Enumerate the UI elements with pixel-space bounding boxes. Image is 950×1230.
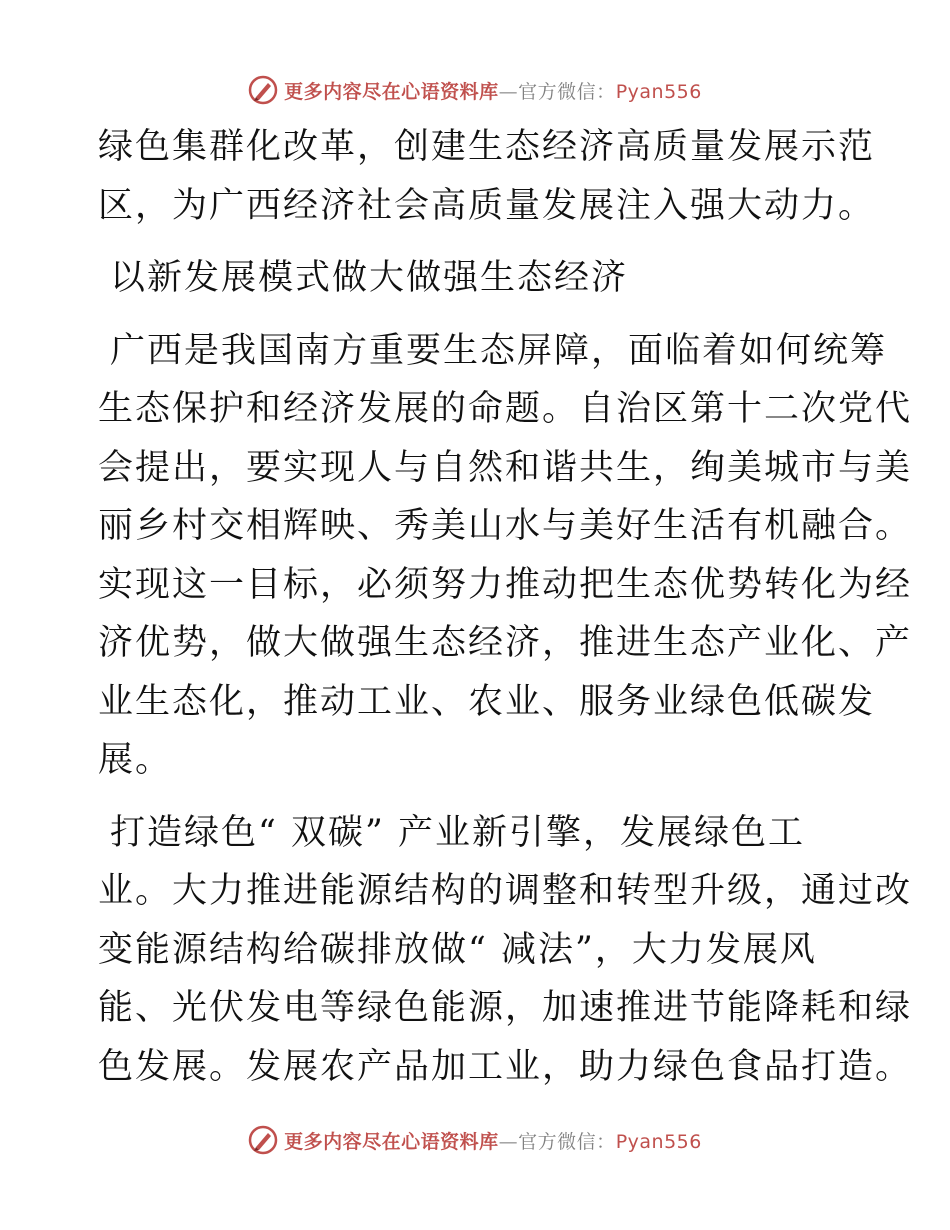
paragraph-1 [98,118,876,235]
text-line: 济优势，做大做强生态经济，推进生态产业化、产 [98,623,913,663]
text-line: 生态保护和经济发展的命题。自治区第十二次党代 [98,389,913,429]
text-line: 会提出，要实现人与自然和谐共生，绚美城市与美 [98,447,913,488]
header-watermark [0,70,950,110]
text-line: 丽乡村交相辉映、秀美山水与美好生活有机融合。 [98,506,913,546]
text-line: 变能源结构给碳排放做“ 减法”，大力发展风 [98,929,817,970]
watermark-wechat-id: Pyan556 [615,80,702,103]
text-line: 实现这一目标，必须努力推动把生态优势转化为经 [98,564,913,605]
watermark-text [284,77,702,104]
text-line: 能、光伏发电等绿色能源，加速推进节能降耗和绿 [98,988,913,1028]
text-line: 打造绿色“ 双碳” 产业新引擎，发展绿色工 [110,812,806,853]
pen-logo-icon [248,75,278,105]
watermark-brand: 更多内容尽在心语资料库 [284,1130,499,1153]
text-line: 色发展。发展农产品加工业，助力绿色食品打造。 [98,1046,913,1087]
text-line: 绿色集群化改革，创建生态经济高质量发展示范 [98,127,876,167]
footer-watermark [0,1120,950,1160]
text-line: 展。 [98,740,173,780]
watermark-brand: 更多内容尽在心语资料库 [284,80,499,103]
watermark-group [248,75,702,105]
watermark-wechat-id: Pyan556 [615,1130,702,1153]
text-line: 业生态化，推动工业、农业、服务业绿色低碳发 [98,681,876,722]
watermark-dash: — [498,1130,519,1153]
watermark-group [248,1125,702,1155]
text-line: 广西是我国南方重要生态屏障，面临着如何统筹 [110,330,888,371]
text-line: 区，为广西经济社会高质量发展注入强大动力。 [98,185,876,226]
watermark-official-label: 官方微信： [518,80,616,103]
paragraph-3 [98,804,913,1097]
document-body [98,118,913,1110]
paragraph-2 [98,322,913,790]
watermark-text [284,1127,702,1154]
watermark-dash: — [498,80,519,103]
watermark-official-label: 官方微信： [518,1130,616,1153]
pen-logo-icon [248,1125,278,1155]
text-line: 业。大力推进能源结构的调整和转型升级，通过改 [98,871,913,911]
section-heading: 以新发展模式做大做强生态经济 [110,258,629,298]
